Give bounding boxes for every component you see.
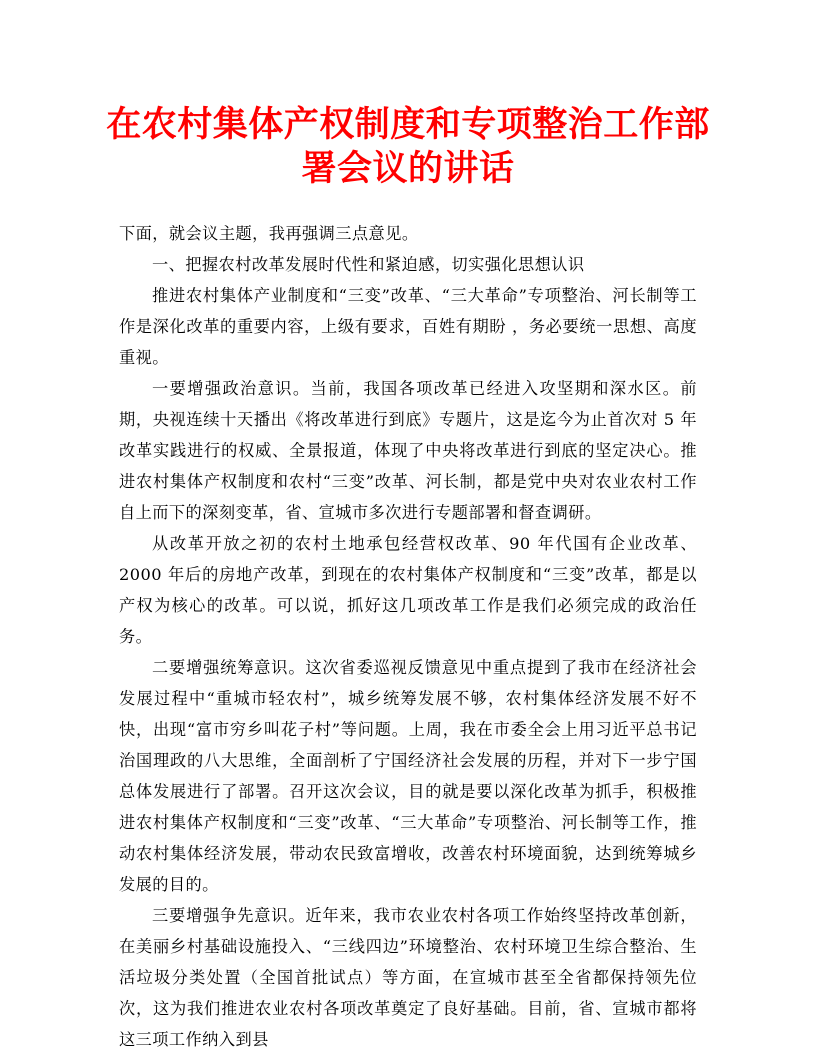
document-title-line-2: 署会议的讲话 bbox=[301, 148, 515, 189]
document-title-line-1: 在农村集体产权制度和专项整治工作部 bbox=[106, 104, 710, 145]
paragraph: 从改革开放之初的农村土地承包经营权改革、90 年代国有企业改革、2000 年后的房地产改革，到现在的农村集体产权制度和“三变”改革，都是以产权为核心的改革。可以说，抓好这几项改革工作是我们必须完成的政治任务。 bbox=[119, 534, 697, 646]
paragraph: 一要增强政治意识。当前，我国各项改革已经进入攻坚期和深水区。前期，央视连续十天播出《将改革进行到底》专题片，这是迄今为止首次对 5 年改革实践进行的权威、全景报道，体现了中央将改革进行到底的坚定决心。推进农村集体产权制度和农村“三变”改革、河长制，都是党中央对农业农村工作自上而下的深刻变革，省、宣城市多次进行专题部署和督查调研。 bbox=[119, 379, 697, 522]
paragraph: 三要增强争先意识。近年来，我市农业农村各项工作始终坚持改革创新，在美丽乡村基础设施投入、“三线四边”环境整治、农村环境卫生综合整治、生活垃圾分类处置（全国首批试点）等方面，在宣城市甚至全省都保持领先位次，这为我们推进农业农村各项改革奠定了良好基础。目前，省、宣城市都将这三项工作纳入到县 bbox=[119, 906, 697, 1049]
paragraph: 二要增强统筹意识。这次省委巡视反馈意见中重点提到了我市在经济社会发展过程中“重城市轻农村”，城乡统筹发展不够，农村集体经济发展不好不快，出现“富市穷乡叫花子村”等问题。上周，我在市委全会上用习近平总书记治国理政的八大思维，全面剖析了宁国经济社会发展的历程，并对下一步宁国总体发展进行了部署。召开这次会议，目的就是要以深化改革为抓手，积极推进农村集体产权制度和“三变”改革、“三大革命”专项整治、河长制等工作，推动农村集体经济发展，带动农民致富增收，改善农村环境面貌，达到统筹城乡发展的目的。 bbox=[119, 658, 697, 894]
paragraph: 推进农村集体产业制度和“三变”改革、“三大革命”专项整治、河长制等工作是深化改革的重要内容，上级有要求，百姓有期盼 ，务必要统一思想、高度重视。 bbox=[119, 286, 697, 367]
document-body bbox=[119, 218, 697, 1055]
document-title bbox=[100, 103, 716, 191]
paragraph-intro: 下面，就会议主题，我再强调三点意见。 bbox=[119, 224, 419, 243]
section-heading-1: 一、把握农村改革发展时代性和紧迫感，切实强化思想认识 bbox=[152, 255, 585, 274]
